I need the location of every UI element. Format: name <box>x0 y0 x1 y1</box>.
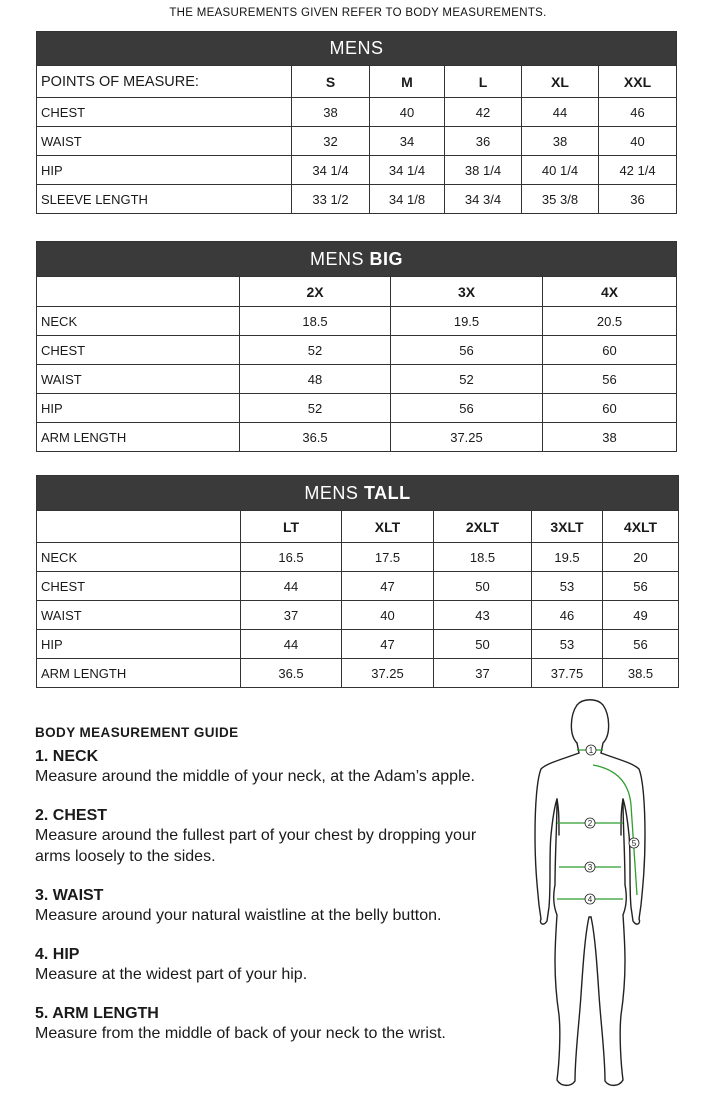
empty-header-cell <box>37 277 240 307</box>
left-body-outline <box>535 753 591 1085</box>
guide-title: BODY MEASUREMENT GUIDE <box>35 725 239 740</box>
guide-item-text: Measure from the middle of back of your neck to the wrist. <box>35 1025 446 1042</box>
cell-value: 44 <box>241 630 342 659</box>
cell-value: 50 <box>434 630 532 659</box>
table-row <box>37 659 679 688</box>
cell-value: 48 <box>240 365 391 394</box>
row-label: CHEST <box>37 572 241 601</box>
table-header-row <box>37 277 677 307</box>
size-header: XL <box>522 66 599 98</box>
cell-value: 60 <box>543 336 677 365</box>
cell-value: 40 <box>342 601 434 630</box>
cell-value: 34 1/4 <box>292 156 370 185</box>
table-row <box>37 572 679 601</box>
guide-item-heading: 3. WAIST <box>35 887 104 904</box>
cell-value: 56 <box>603 630 679 659</box>
mens-big-table-title <box>37 242 677 277</box>
cell-value: 18.5 <box>434 543 532 572</box>
table-row <box>37 156 677 185</box>
cell-value: 50 <box>434 572 532 601</box>
size-header: S <box>292 66 370 98</box>
title-prefix: MENS <box>310 248 365 269</box>
guide-item-hip <box>35 945 505 985</box>
cell-value: 37.25 <box>391 423 543 452</box>
size-header: LT <box>241 511 342 543</box>
table-row <box>37 185 677 214</box>
mens-table-title: MENS <box>37 32 677 66</box>
cell-value: 36 <box>599 185 677 214</box>
cell-value: 56 <box>391 336 543 365</box>
cell-value: 38 <box>543 423 677 452</box>
cell-value: 33 1/2 <box>292 185 370 214</box>
empty-header-cell <box>37 511 241 543</box>
row-label: WAIST <box>37 365 240 394</box>
table-row <box>37 336 677 365</box>
table-row <box>37 365 677 394</box>
row-label: HIP <box>37 156 292 185</box>
row-label: CHEST <box>37 98 292 127</box>
table-row <box>37 98 677 127</box>
cell-value: 47 <box>342 630 434 659</box>
cell-value: 34 1/4 <box>370 156 445 185</box>
title-prefix: MENS <box>304 482 359 503</box>
cell-value: 56 <box>603 572 679 601</box>
cell-value: 46 <box>599 98 677 127</box>
size-header: 2XLT <box>434 511 532 543</box>
row-label: WAIST <box>37 127 292 156</box>
body-measurement-guide <box>35 725 505 1063</box>
row-label: SLEEVE LENGTH <box>37 185 292 214</box>
guide-item-text: Measure around your natural waistline at the belly button. <box>35 907 442 924</box>
mens-big-size-table <box>36 241 677 452</box>
marker-4-label: 4 <box>587 895 593 904</box>
cell-value: 37.25 <box>342 659 434 688</box>
cell-value: 37.75 <box>532 659 603 688</box>
cell-value: 20 <box>603 543 679 572</box>
body-measurement-notice: THE MEASUREMENTS GIVEN REFER TO BODY MEASUREMENTS. <box>169 7 547 19</box>
cell-value: 36.5 <box>240 423 391 452</box>
table-row <box>37 307 677 336</box>
cell-value: 47 <box>342 572 434 601</box>
cell-value: 53 <box>532 572 603 601</box>
cell-value: 35 3/8 <box>522 185 599 214</box>
marker-5-label: 5 <box>631 839 637 848</box>
table-header-row <box>37 511 679 543</box>
cell-value: 32 <box>292 127 370 156</box>
cell-value: 38 <box>522 127 599 156</box>
size-header: 3XLT <box>532 511 603 543</box>
guide-item-heading: 4. HIP <box>35 946 80 963</box>
size-header: L <box>445 66 522 98</box>
cell-value: 37 <box>434 659 532 688</box>
mens-tall-size-table <box>36 475 679 688</box>
row-label: ARM LENGTH <box>37 423 240 452</box>
cell-value: 42 1/4 <box>599 156 677 185</box>
mens-tall-table-title <box>37 476 679 511</box>
cell-value: 36 <box>445 127 522 156</box>
size-header: 4XLT <box>603 511 679 543</box>
size-header: 3X <box>391 277 543 307</box>
body-figure-illustration <box>515 695 665 1095</box>
row-label: WAIST <box>37 601 241 630</box>
cell-value: 34 3/4 <box>445 185 522 214</box>
cell-value: 44 <box>522 98 599 127</box>
row-label: CHEST <box>37 336 240 365</box>
cell-value: 42 <box>445 98 522 127</box>
guide-item-heading: 1. NECK <box>35 748 99 765</box>
mens-size-table <box>36 31 677 214</box>
cell-value: 56 <box>391 394 543 423</box>
marker-1-label: 1 <box>588 746 594 755</box>
size-header: 2X <box>240 277 391 307</box>
cell-value: 46 <box>532 601 603 630</box>
cell-value: 34 <box>370 127 445 156</box>
right-body-outline <box>591 753 645 1085</box>
guide-item-text: Measure around the fullest part of your chest by dropping your arms loosely to the sides. <box>35 827 477 865</box>
guide-item-arm-length <box>35 1004 505 1044</box>
table-header-row <box>37 66 677 98</box>
guide-item-chest <box>35 806 505 867</box>
cell-value: 40 1/4 <box>522 156 599 185</box>
marker-2-label: 2 <box>587 819 593 828</box>
row-label: NECK <box>37 543 241 572</box>
table-row <box>37 127 677 156</box>
cell-value: 37 <box>241 601 342 630</box>
cell-value: 49 <box>603 601 679 630</box>
guide-item-heading: 2. CHEST <box>35 807 108 824</box>
measure-markers <box>585 745 639 904</box>
table-row <box>37 601 679 630</box>
guide-item-neck <box>35 747 505 787</box>
cell-value: 53 <box>532 630 603 659</box>
size-header: M <box>370 66 445 98</box>
cell-value: 38 1/4 <box>445 156 522 185</box>
table-row <box>37 543 679 572</box>
cell-value: 52 <box>240 336 391 365</box>
marker-3-label: 3 <box>587 863 593 872</box>
cell-value: 19.5 <box>391 307 543 336</box>
guide-item-text: Measure at the widest part of your hip. <box>35 966 308 983</box>
table-row <box>37 423 677 452</box>
table-row <box>37 394 677 423</box>
cell-value: 38.5 <box>603 659 679 688</box>
cell-value: 17.5 <box>342 543 434 572</box>
size-header: XLT <box>342 511 434 543</box>
cell-value: 44 <box>241 572 342 601</box>
size-header: XXL <box>599 66 677 98</box>
cell-value: 20.5 <box>543 307 677 336</box>
size-header: 4X <box>543 277 677 307</box>
cell-value: 40 <box>599 127 677 156</box>
cell-value: 19.5 <box>532 543 603 572</box>
title-bold: TALL <box>363 482 411 503</box>
cell-value: 36.5 <box>241 659 342 688</box>
cell-value: 52 <box>391 365 543 394</box>
points-of-measure-header: POINTS OF MEASURE: <box>37 66 292 98</box>
guide-item-text: Measure around the middle of your neck, at the Adam’s apple. <box>35 768 475 785</box>
row-label: HIP <box>37 394 240 423</box>
cell-value: 43 <box>434 601 532 630</box>
guide-item-heading: 5. ARM LENGTH <box>35 1005 159 1022</box>
cell-value: 16.5 <box>241 543 342 572</box>
row-label: HIP <box>37 630 241 659</box>
guide-item-waist <box>35 886 505 926</box>
title-bold: BIG <box>369 248 404 269</box>
neck-left <box>577 743 579 753</box>
cell-value: 56 <box>543 365 677 394</box>
table-row <box>37 630 679 659</box>
cell-value: 38 <box>292 98 370 127</box>
cell-value: 52 <box>240 394 391 423</box>
cell-value: 34 1/8 <box>370 185 445 214</box>
cell-value: 18.5 <box>240 307 391 336</box>
row-label: ARM LENGTH <box>37 659 241 688</box>
body-outline <box>535 700 645 1086</box>
cell-value: 40 <box>370 98 445 127</box>
cell-value: 60 <box>543 394 677 423</box>
row-label: NECK <box>37 307 240 336</box>
